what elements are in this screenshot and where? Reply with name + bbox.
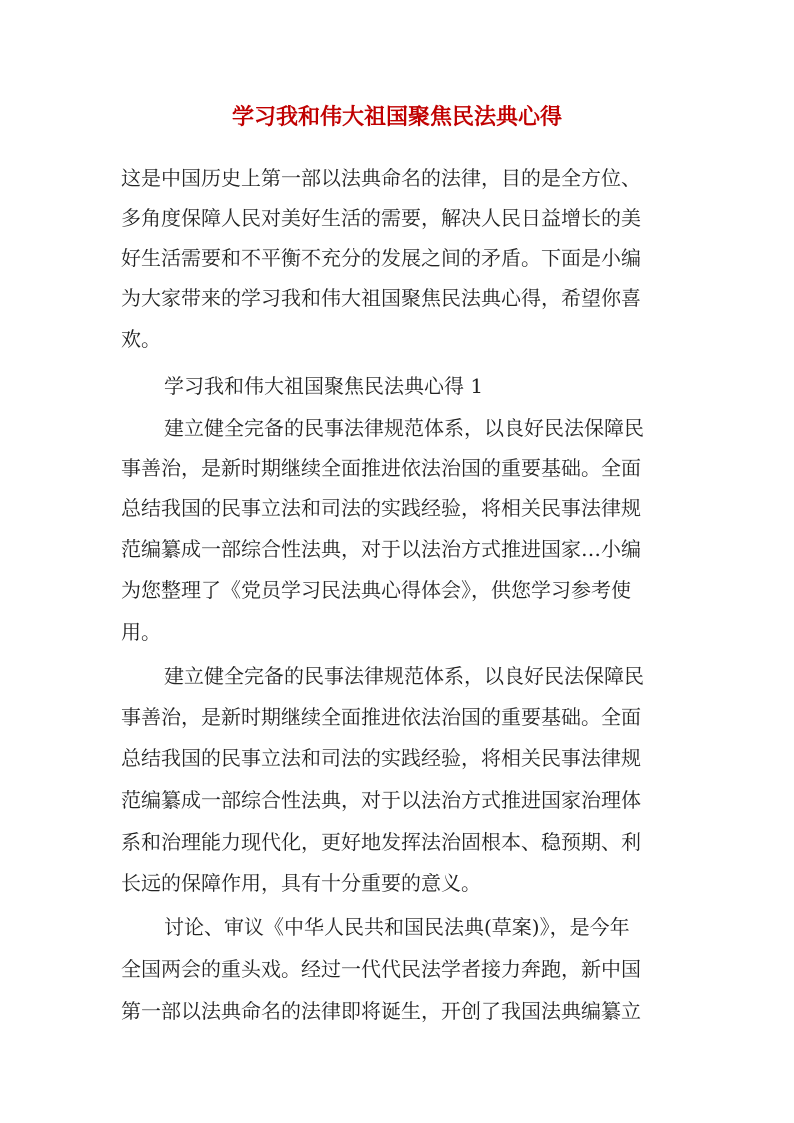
paragraph-line: 好生活需要和不平衡不充分的发展之间的矛盾。下面是小编 xyxy=(121,246,641,270)
paragraph-line: 这是中国历史上第一部以法典命名的法律，目的是全方位、 xyxy=(121,166,641,190)
paragraph-line: 建立健全完备的民事法律规范体系，以良好民法保障民 xyxy=(164,416,644,440)
paragraph-line: 长远的保障作用，具有十分重要的意义。 xyxy=(121,871,481,895)
paragraph-line: 总结我国的民事立法和司法的实践经验，将相关民事法律规 xyxy=(121,496,641,520)
paragraph-line: 系和治理能力现代化，更好地发挥法治固根本、稳预期、利 xyxy=(121,830,641,854)
paragraph-line: 多角度保障人民对美好生活的需要，解决人民日益增长的美 xyxy=(121,206,641,230)
paragraph-line: 事善治，是新时期继续全面推进依法治国的重要基础。全面 xyxy=(121,456,641,480)
paragraph-line: 用。 xyxy=(121,620,161,644)
paragraph-line: 范编纂成一部综合性法典，对于以法治方式推进国家…小编 xyxy=(121,537,641,561)
document-title: 学习我和伟大祖国聚焦民法典心得 xyxy=(231,104,562,130)
paragraph-line: 范编纂成一部综合性法典，对于以法治方式推进国家治理体 xyxy=(121,788,641,812)
section-heading: 学习我和伟大祖国聚焦民法典心得 1 xyxy=(164,374,484,398)
paragraph-line: 建立健全完备的民事法律规范体系，以良好民法保障民 xyxy=(164,664,644,688)
paragraph-line: 总结我国的民事立法和司法的实践经验，将相关民事法律规 xyxy=(121,746,641,770)
paragraph-line: 为您整理了《党员学习民法典心得体会》，供您学习参考使 xyxy=(121,578,631,602)
paragraph-line: 第一部以法典命名的法律即将诞生，开创了我国法典编纂立 xyxy=(121,999,641,1023)
paragraph-line: 事善治，是新时期继续全面推进依法治国的重要基础。全面 xyxy=(121,705,641,729)
paragraph-line: 讨论、审议《中华人民共和国民法典(草案)》，是今年 xyxy=(164,915,630,939)
paragraph-line: 欢。 xyxy=(121,327,161,351)
paragraph-line: 为大家带来的学习我和伟大祖国聚焦民法典心得，希望你喜 xyxy=(121,286,641,310)
paragraph-line: 全国两会的重头戏。经过一代代民法学者接力奔跑，新中国 xyxy=(121,957,641,981)
